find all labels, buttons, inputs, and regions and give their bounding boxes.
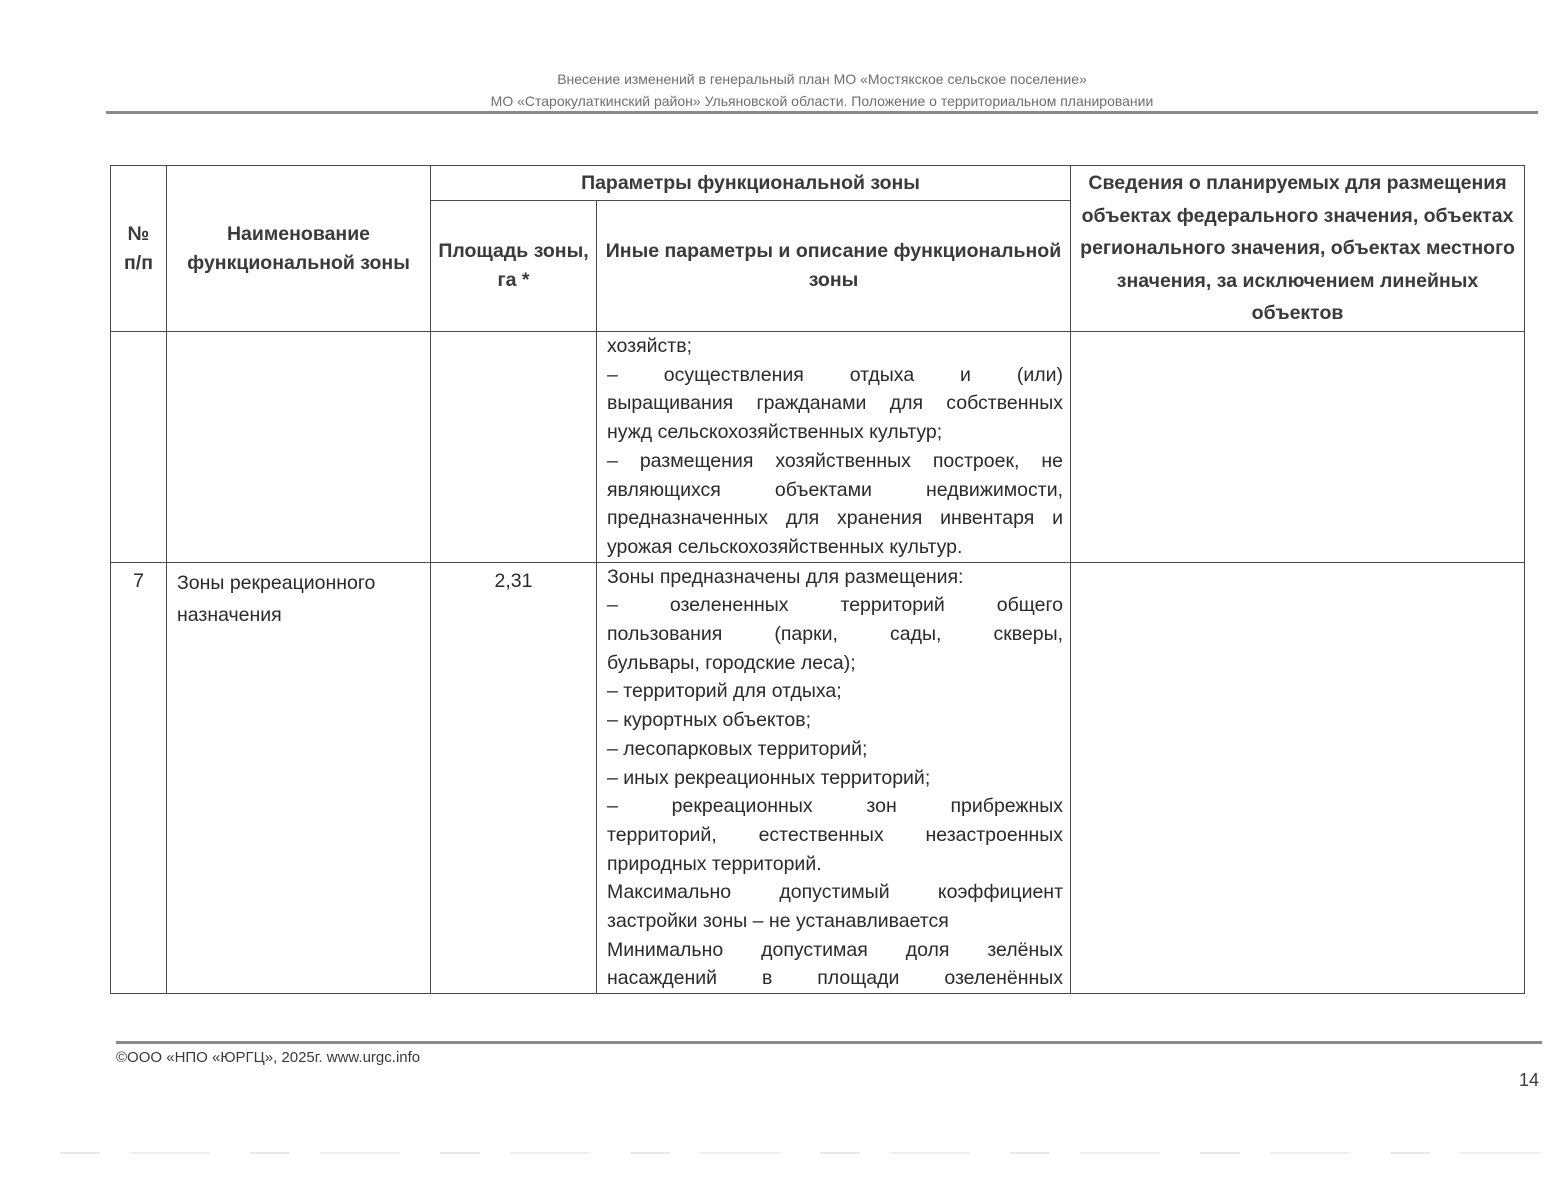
desc-line: застройки зоны – не устанавливается xyxy=(607,910,949,933)
desc-line: – осуществления отдыха и (или) xyxy=(607,363,1064,386)
table-row-7 xyxy=(111,562,1525,994)
desc-line: урожая сельскохозяйственных культур. xyxy=(607,535,963,558)
header-area: Площадь зоны, га * xyxy=(431,201,597,332)
desc-line: – иных рекреационных территорий; xyxy=(607,766,931,789)
header-zone-params: Параметры функциональной зоны xyxy=(431,166,1071,201)
table-row-continuation xyxy=(111,332,1525,563)
cell-description xyxy=(597,562,1071,994)
desc-line: – рекреационных зон прибрежных xyxy=(607,795,1064,818)
cell-area xyxy=(431,332,597,563)
desc-line: являющихся объектами недвижимости, xyxy=(607,478,1064,501)
desc-line: Зоны предназначены для размещения: xyxy=(607,565,964,588)
header-num: № п/п xyxy=(111,166,167,332)
cell-planned-objects xyxy=(1071,562,1525,994)
cell-area: 2,31 xyxy=(431,562,597,994)
page-number: 14 xyxy=(1518,1070,1539,1090)
desc-line: – лесопарковых территорий; xyxy=(607,737,868,760)
desc-line: нужд сельскохозяйственных культур; xyxy=(607,421,943,444)
header-rule xyxy=(106,111,1538,114)
desc-line: – размещения хозяйственных построек, не xyxy=(607,449,1064,472)
desc-line: – озелененных территорий общего xyxy=(607,594,1064,617)
cell-zone-name xyxy=(167,332,431,563)
desc-line: территорий, естественных незастроенных xyxy=(607,823,1064,846)
cell-num: 7 xyxy=(111,562,167,994)
cell-num xyxy=(111,332,167,563)
desc-line: хозяйств; xyxy=(607,335,693,357)
footer-copyright: ©ООО «НПО «ЮРГЦ», 2025г. www.urgc.info xyxy=(116,1049,421,1066)
functional-zones-table xyxy=(110,165,1525,994)
desc-line: насаждений в площади озеленённых xyxy=(607,967,1064,990)
footer-rule xyxy=(116,1041,1542,1044)
cell-description xyxy=(597,332,1071,563)
desc-line: – территорий для отдыха; xyxy=(607,680,842,703)
header-planned-objects: Сведения о планируемых для размещения объектах федерального значения, объектах регионального значения, объектах местного значения, за исключением линейных объектов xyxy=(1071,166,1525,332)
desc-line: – курортных объектов; xyxy=(607,709,812,732)
cell-zone-name: Зоны рекреационного назначения xyxy=(167,562,431,994)
page-header xyxy=(106,68,1538,112)
desc-line: выращивания гражданами для собственных xyxy=(607,392,1064,415)
header-line-1: Внесение изменений в генеральный план МО «Мостякское сельское поселение» xyxy=(557,71,1087,87)
desc-line: предназначенных для хранения инвентаря и xyxy=(607,507,1064,530)
desc-line: пользования (парки, сады, скверы, xyxy=(607,623,1064,646)
desc-line: Минимально допустимая доля зелёных xyxy=(607,938,1064,961)
desc-line: Максимально допустимый коэффициент xyxy=(607,881,1064,904)
desc-line: бульвары, городские леса); xyxy=(607,651,856,674)
scan-artifact-line xyxy=(60,1152,1540,1154)
header-zone-name: Наименование функциональной зоны xyxy=(167,166,431,332)
header-other-params: Иные параметры и описание функциональной зоны xyxy=(597,201,1071,332)
desc-line: природных территорий. xyxy=(607,852,822,875)
cell-planned-objects xyxy=(1071,332,1525,563)
header-line-2: МО «Старокулаткинский район» Ульяновской области. Положение о территориальном планировании xyxy=(490,93,1154,109)
